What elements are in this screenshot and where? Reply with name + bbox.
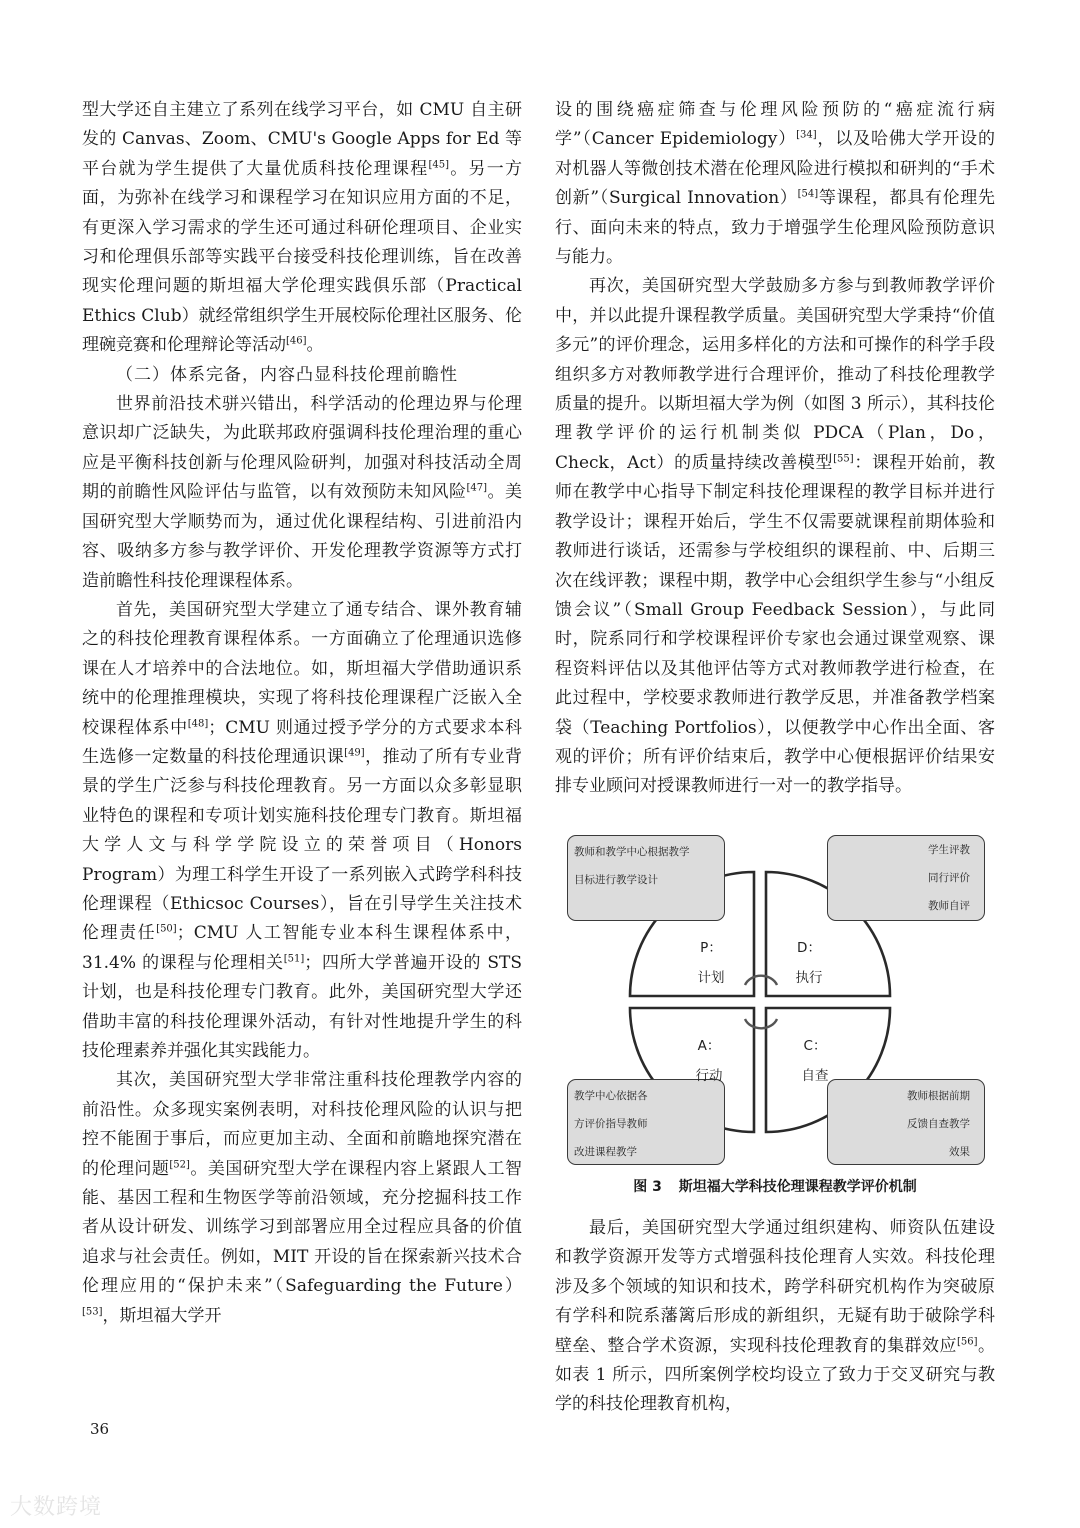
paragraph: 设的围绕癌症筛查与伦理风险预防的“癌症流行病学”（Cancer Epidemiology）[34]，以及哈佛大学开设的对机器人等微创技术潜在伦理风险进行模拟和研判的“手术创新”（Surgical Innovation）[54]等课程，都具有伦理先行、面向未来的特点，致力于增强学生伦理风险预防意识与能力。 xyxy=(555,100,995,268)
figure-title: 斯坦福大学科技伦理课程教学评价机制 xyxy=(678,1179,917,1195)
citation[interactable]: [54] xyxy=(797,188,819,200)
right-column-bottom xyxy=(555,1214,995,1420)
citation[interactable]: [55] xyxy=(833,453,854,465)
citation[interactable]: [45] xyxy=(428,159,450,171)
paragraph: 最后，美国研究型大学通过组织建构、师资队伍建设和教学资源开发等方式增强科技伦理育人实效。科技伦理涉及多个领域的知识和技术，跨学科研究机构作为突破原有学科和院系藩篱后形成的新组织，无疑有助于破除学科壁垒、整合学术资源，实现科技伦理教育的集群效应[56]。如表 1 所示，四所案例学校均设立了致力于交叉研究与教学的科技伦理教育机构， xyxy=(555,1218,996,1415)
left-column xyxy=(82,96,522,1331)
figure-number: 图 3 xyxy=(633,1179,662,1195)
citation[interactable]: [52] xyxy=(169,1158,190,1170)
label-check: C： 自查 xyxy=(801,1038,829,1084)
citation[interactable]: [48] xyxy=(187,717,209,729)
box-evaluation: 学生评教 同行评价 教师自评 xyxy=(827,835,985,921)
citation[interactable]: [53] xyxy=(82,1306,103,1317)
watermark-logo: 大数跨境 xyxy=(10,1495,103,1520)
citation[interactable]: [46] xyxy=(286,335,307,347)
page-number: 36 xyxy=(90,1420,110,1438)
figure-pdca-diagram xyxy=(567,835,985,1165)
label-do: D： 执行 xyxy=(795,940,823,986)
paragraph: 其次，美国研究型大学非常注重科技伦理教学内容的前沿性。众多现实案例表明，对科技伦理风险的认识与把控不能囿于事后，而应更加主动、全面和前瞻地探究潜在的伦理问题[52]。美国研究型大学在课程内容上紧跟人工智能、基因工程和生物医学等前沿领域，充分挖掘科技工作者从设计研发、训练学习到部署应用全过程应具备的价值追求与社会责任。例如，MIT 开设的旨在探索新兴技术合伦理应用的“保护未来”（Safeguarding the Future）[53]，斯坦福大学开 xyxy=(82,1070,523,1326)
paragraph: 再次，美国研究型大学鼓励多方参与到教师教学评价中，并以此提升课程教学质量。美国研究型大学秉持“价值多元”的评价理念，运用多样化的方法和可操作的科学手段组织多方对教师教学进行合理评价，推动了科技伦理教学质量的提升。以斯坦福大学为例（如图 3 所示），其科技伦理教学评价的运行机制类似 PDCA（Plan，Do，Check，Act）的质量持续改善模型[55]：课程开始前，教师在教学中心指导下制定科技伦理课程的教学目标并进行教学设计；课程开始后，学生不仅需要就课程前期体验和教师进行谈话，还需参与学校组织的课程前、中、后期三次在线评教；课程中期，教学中心会组织学生参与“小组反馈会议”（Small Group Feedback Session），与此同时，院系同行和学校课程评价专家也会通过课堂观察、课程资料评估以及其他评估等方式对教师教学进行检查，在此过程中，学校要求教师进行教学反思，并准备教学档案袋（Teaching Portfolios），以便教学中心作出全面、客观的评价；所有评价结束后，教学中心便根据评价结果安排专业顾问对授课教师进行一对一的教学指导。 xyxy=(555,276,996,797)
box-self-check: 教师根据前期 反馈自查教学 效果 xyxy=(827,1079,985,1165)
paragraph: 世界前沿技术骈兴错出，科学活动的伦理边界与伦理意识却广泛缺失，为此联邦政府强调科技伦理治理的重心应是平衡科技创新与伦理风险研判，加强对科技活动全周期的前瞻性风险评估与监管，以有效预防未知风险[47]。美国研究型大学顺势而为，通过优化课程结构、引进前沿内容、吸纳多方参与教学评价、开发伦理教学资源等方式打造前瞻性科技伦理课程体系。 xyxy=(82,394,523,591)
box-guidance: 教学中心依据各 方评价指导教师 改进课程教学 xyxy=(567,1079,725,1165)
citation[interactable]: [34] xyxy=(796,129,817,141)
citation[interactable]: [50] xyxy=(156,923,177,935)
label-act: A： 行动 xyxy=(695,1038,723,1084)
right-column xyxy=(555,96,995,802)
citation[interactable]: [49] xyxy=(344,747,365,759)
citation[interactable]: [56] xyxy=(957,1335,978,1347)
paragraph: 首先，美国研究型大学建立了通专结合、课外教育辅之的科技伦理教育课程体系。一方面确立了伦理通识选修课在人才培养中的合法地位。如，斯坦福大学借助通识系统中的伦理推理模块，实现了将科技伦理课程广泛嵌入全校课程体系中[48]；CMU 则通过授予学分的方式要求本科生选修一定数量的科技伦理通识课[49]，推动了所有专业背景的学生广泛参与科技伦理教育。另一方面以众多彰显职业特色的课程和专项计划实施科技伦理专门教育。斯坦福大学人文与科学学院设立的荣誉项目（Honors Program）为理工科学生开设了一系列嵌入式跨学科科技伦理课程（Ethicsoc Courses），旨在引导学生关注技术伦理责任[50]；CMU 人工智能专业本科生课程体系中，31.4% 的课程与伦理相关[51]；四所大学普遍开设的 STS 计划，也是科技伦理专门教育。此外，美国研究型大学还借助丰富的科技伦理课外活动，有针对性地提升学生的科技伦理素养并强化其实践能力。 xyxy=(82,599,523,1061)
label-plan: P： 计划 xyxy=(697,940,725,986)
section-heading: （二）体系完备，内容凸显科技伦理前瞻性 xyxy=(116,364,458,385)
figure-caption xyxy=(555,1176,995,1196)
paragraph: 型大学还自主建立了系列在线学习平台，如 CMU 自主研发的 Canvas、Zoom、CMU's Google Apps for Ed 等平台就为学生提供了大量优质科技伦理课程[45]。另一方面，为弥补在线学习和课程学习在知识应用方面的不足，有更深入学习需求的学生还可通过科研伦理项目、企业实习和伦理俱乐部等实践平台接受科技伦理训练，旨在改善现实伦理问题的斯坦福大学伦理实践俱乐部（Practical Ethics Club）就经常组织学生开展校际伦理社区服务、伦理碗竞赛和伦理辩论等活动[46]。 xyxy=(82,100,523,356)
citation[interactable]: [47] xyxy=(466,482,488,494)
box-teaching-design: 教师和教学中心根据教学 目标进行教学设计 xyxy=(567,835,725,921)
citation[interactable]: [51] xyxy=(283,953,305,965)
